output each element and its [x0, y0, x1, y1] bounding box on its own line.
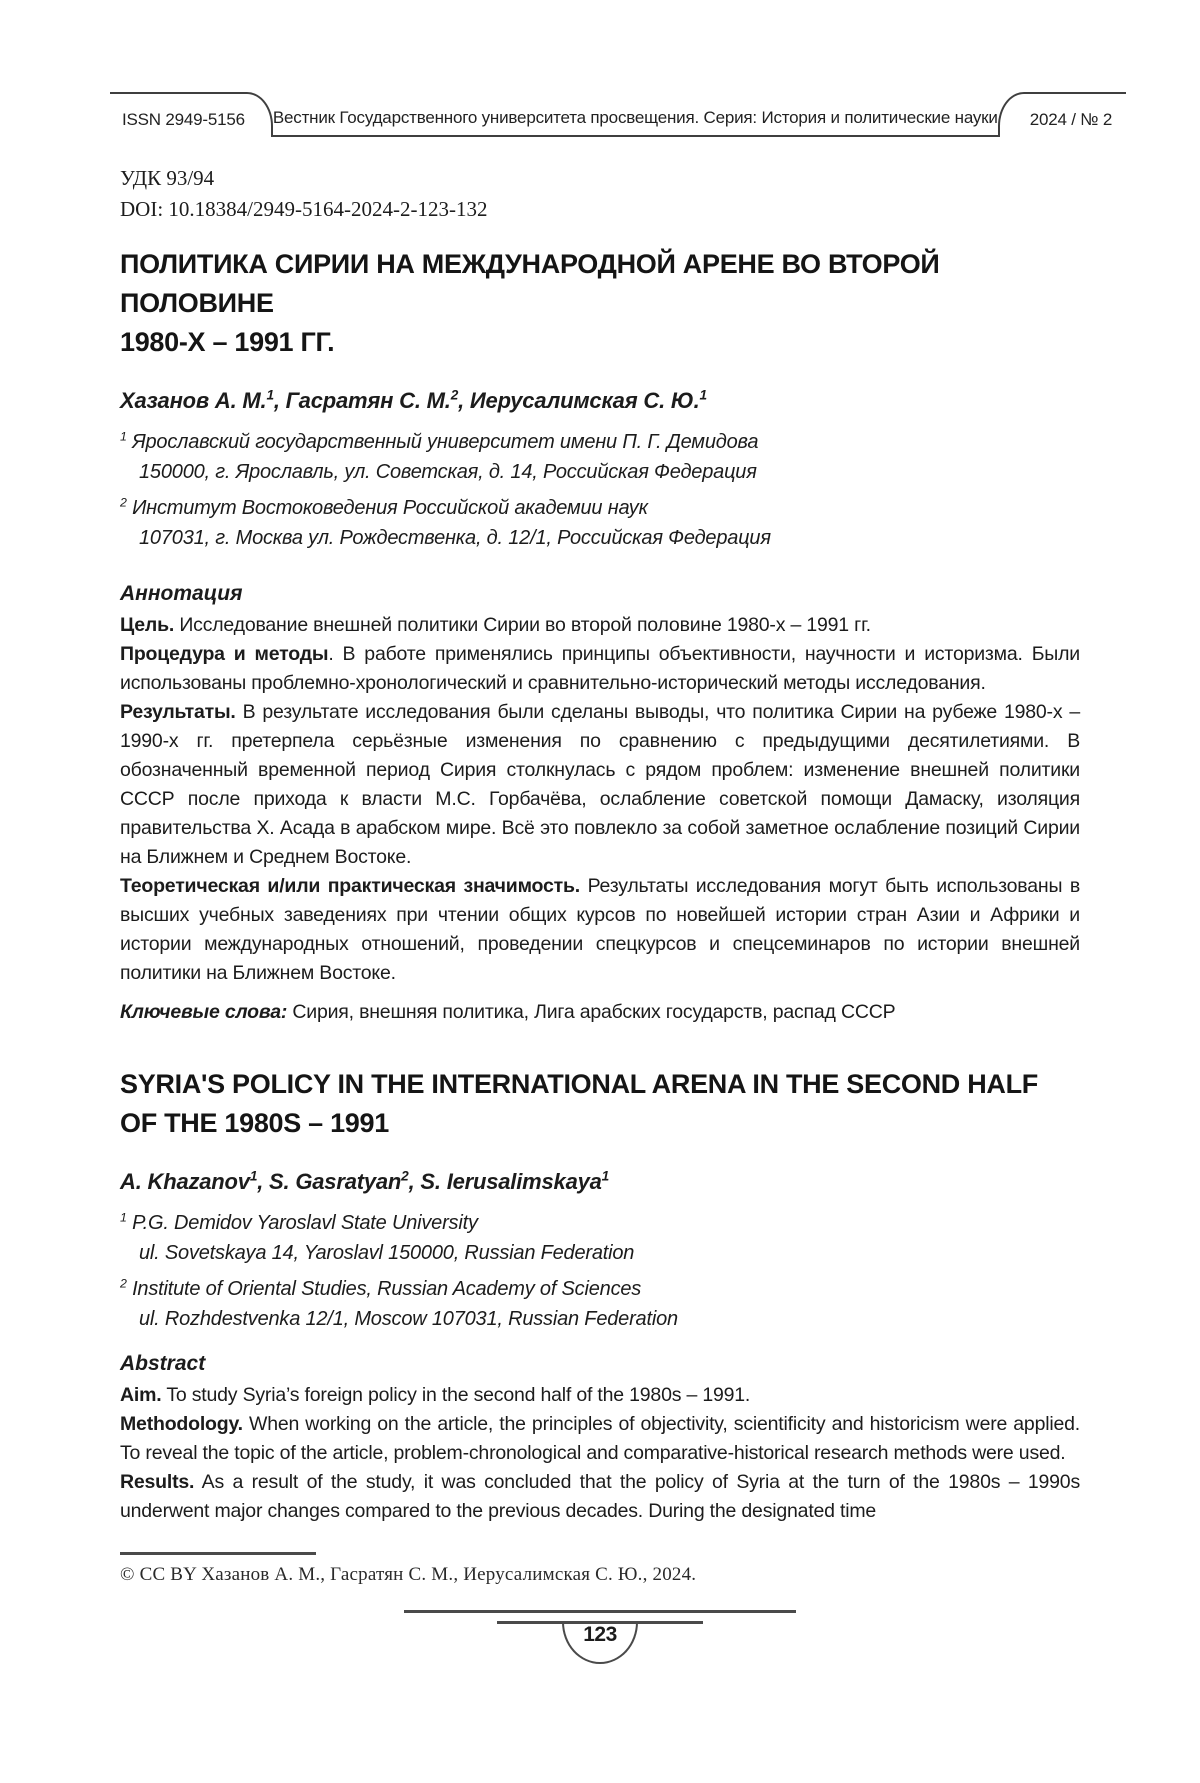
paragraph-text: To study Syria’s foreign policy in the second half of the 1980s – 1991. [161, 1384, 751, 1406]
abstract-paragraph [120, 872, 1080, 988]
author-separator: , [408, 1169, 421, 1194]
author-name: Гасратян С. М. [285, 388, 451, 413]
copyright-line: © CC BY Хазанов А. М., Гасратян С. М., Иерусалимская С. Ю., 2024. [120, 1564, 697, 1585]
paragraph-label: Methodology. [120, 1413, 243, 1435]
title-ru-line-2: 1980-Х – 1991 ГГ. [120, 327, 335, 357]
affiliation-address: ul. Sovetskaya 14, Yaroslavl 150000, Russian Federation [139, 1242, 635, 1264]
affiliation [120, 1208, 1080, 1268]
affiliation-org [120, 427, 1080, 457]
abstract-paragraph [120, 640, 1080, 698]
affiliation-address: 107031, г. Москва ул. Рождественка, д. 12/1, Российская Федерация [139, 527, 771, 549]
paragraph-text: В результате исследования были сделаны выводы, что политика Сирии на рубеже 1980-х – 1990-х гг. претерпела серьёзные изменения по сравнению с предыдущими десятилетиями. В обозначенный временной период Сирия столкнулась с рядом проблем: изменение внешней политики СССР после прихода к власти М.С. Горбачёва, ослабление советской помощи Дамаску, изоляция правительства Х. Асада в арабском мире. Всё это повлекло за собой заметное ослабление позиций Сирии на Ближнем и Среднем Востоке. [120, 701, 1080, 868]
author-affil-sup: 1 [601, 1168, 610, 1184]
paragraph-label: Результаты. [120, 701, 236, 723]
author-affil-sup: 1 [266, 387, 274, 403]
affiliation-org-text: Ярославский государственный университет имени П. Г. Демидова [132, 431, 759, 453]
issn-tab [110, 92, 273, 137]
affiliation-org [120, 1274, 1080, 1304]
page-number: 123 [583, 1623, 617, 1646]
abstract-heading-ru: Аннотация [120, 582, 243, 605]
copyright-footnote [120, 1552, 696, 1586]
affiliation-org-text: P.G. Demidov Yaroslavl State University [132, 1212, 478, 1234]
keywords-label: Ключевые слова: [120, 1001, 288, 1023]
authors-en [120, 1169, 1080, 1195]
affiliations-en [120, 1208, 1080, 1334]
affiliations-ru [120, 427, 1080, 553]
footer-rule-long [404, 1610, 796, 1613]
paragraph-label: Aim. [120, 1384, 162, 1406]
journal-title-bar [273, 92, 998, 137]
udc-code: УДК 93/94 [120, 166, 215, 190]
paragraph-label: Процедура и методы [120, 643, 329, 665]
author-affil-sup: 2 [450, 387, 459, 403]
abstract-paragraph [120, 1410, 1080, 1468]
doi-code: DOI: 10.18384/2949-5164-2024-2-123-132 [120, 197, 488, 221]
title-ru-line-1: ПОЛИТИКА СИРИИ НА МЕЖДУНАРОДНОЙ АРЕНЕ ВО ВТОРОЙ ПОЛОВИНЕ [120, 249, 940, 318]
abstract-ru [120, 611, 1080, 1027]
issue-tab [998, 92, 1126, 137]
abstract-paragraph [120, 611, 1080, 640]
affiliation-org [120, 1208, 1080, 1238]
title-en-line-1: SYRIA'S POLICY IN THE INTERNATIONAL ARENA IN THE SECOND HALF [120, 1069, 1038, 1099]
article-title-ru [120, 245, 1080, 362]
author-name: S. Gasratyan [269, 1169, 402, 1194]
paragraph-label: Results. [120, 1471, 195, 1493]
abstract-paragraph [120, 1468, 1080, 1526]
paragraph-text: As a result of the study, it was concluded that the policy of Syria at the turn of the 1980s – 1990s underwent major changes compared to the previous decades. During the designated time [120, 1471, 1080, 1522]
affiliation-org [120, 493, 1080, 523]
abstract-en [120, 1381, 1080, 1526]
author-affil-sup: 1 [699, 387, 707, 403]
abstract-heading-en: Abstract [120, 1352, 206, 1375]
author-separator: , [257, 1169, 270, 1194]
paragraph-label: Цель. [120, 614, 175, 636]
title-en-line-2: OF THE 1980S – 1991 [120, 1108, 389, 1138]
affiliation [120, 493, 1080, 553]
author-name: S. Ierusalimskaya [420, 1169, 602, 1194]
article-title-en [120, 1065, 1080, 1143]
abstract-paragraph [120, 1381, 1080, 1410]
article-meta [120, 163, 1080, 225]
footnote-rule [120, 1552, 316, 1555]
abstract-paragraph [120, 698, 1080, 872]
author-separator: , [458, 388, 470, 413]
author-affil-sup: 1 [249, 1168, 258, 1184]
author-separator: , [273, 388, 286, 413]
paragraph-text: Результаты исследования могут быть использованы в высших учебных заведениях при чтении общих курсов по новейшей истории стран Азии и Африки и истории международных отношений, проведении спецкурсов и спецсеминаров по истории внешней политики на Ближнем Востоке. [120, 875, 1080, 984]
keywords-text: Сирия, внешняя политика, Лига арабских государств, распад СССР [287, 1001, 896, 1023]
affiliation [120, 427, 1080, 487]
authors-ru [120, 388, 1080, 414]
affiliation-sup: 1 [120, 429, 127, 444]
affiliation-sup: 1 [120, 1210, 127, 1225]
affiliation-sup: 2 [120, 1276, 127, 1291]
affiliation-address: ul. Rozhdestvenka 12/1, Moscow 107031, Russian Federation [139, 1308, 678, 1330]
paragraph-text: Исследование внешней политики Сирии во второй половине 1980-х – 1991 гг. [174, 614, 871, 636]
author-name: Иерусалимская С. Ю. [469, 388, 700, 413]
affiliation [120, 1274, 1080, 1334]
author-affil-sup: 2 [401, 1168, 409, 1184]
issn-text: ISSN 2949-5156 [122, 110, 245, 129]
page-number-arc [562, 1622, 638, 1664]
paragraph-label: Теоретическая и/или практическая значимость. [120, 875, 581, 897]
keywords-ru [120, 998, 1080, 1027]
journal-title: Вестник Государственного университета просвещения. Серия: История и политические науки [272, 108, 998, 127]
issue-text: 2024 / № 2 [1029, 110, 1113, 129]
author-name: A. Khazanov [120, 1169, 250, 1194]
paragraph-text: When working on the article, the principles of objectivity, scientificity and historicism were applied. To reveal the topic of the article, problem-chronological and comparative-historical research methods were used. [120, 1413, 1080, 1464]
affiliation-sup: 2 [120, 495, 127, 510]
page-number-block [0, 1610, 1200, 1664]
page-header [110, 92, 1114, 137]
paragraph-text: . В работе применялись принципы объективности, научности и историзма. Были использованы проблемно-хронологический и сравнительно-исторический методы исследования. [120, 643, 1080, 694]
article-content [120, 163, 1080, 1526]
affiliation-address: 150000, г. Ярославль, ул. Советская, д. 14, Российская Федерация [139, 461, 757, 483]
affiliation-org-text: Институт Востоковедения Российской академии наук [132, 497, 648, 519]
affiliation-org-text: Institute of Oriental Studies, Russian Academy of Sciences [132, 1278, 642, 1300]
author-name: Хазанов А. М. [120, 388, 267, 413]
